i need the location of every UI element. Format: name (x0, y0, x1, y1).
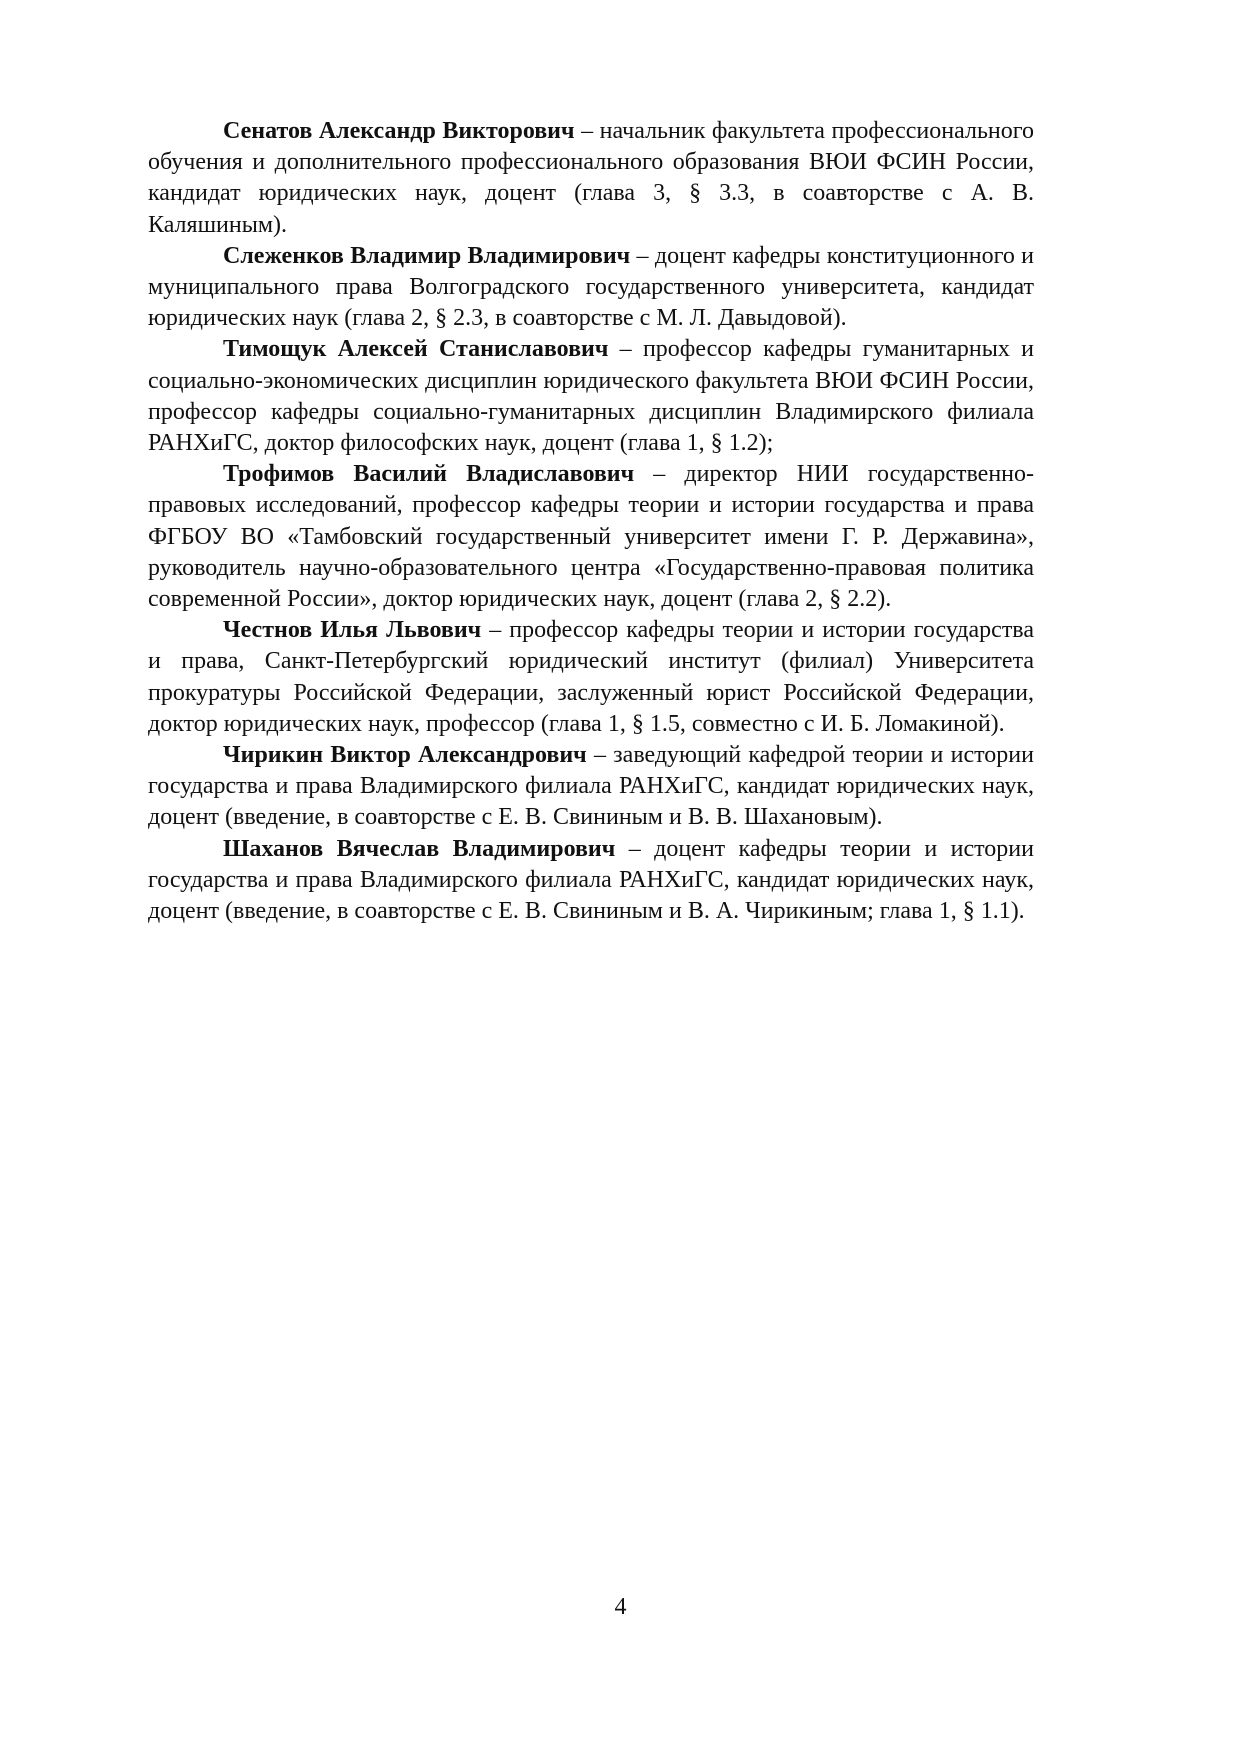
author-name: Честнов Илья Львович (223, 617, 482, 644)
author-entry-chirikin (148, 740, 1034, 834)
author-name: Слеженков Владимир Владимирович (223, 242, 631, 269)
author-name: Чирикин Виктор Александрович (223, 742, 587, 769)
author-description: – профессор кафедры теории и истории государства и права, Санкт-Петербургский юридический институт (филиал) Университета прокуратуры Российской Федерации, заслуженный юрист Российской Федерации, доктор юридических наук, профессор (глава 1, § 1.5, совместно с И. Б. Ломакиной). (148, 617, 1034, 737)
page-number: 4 (614, 1594, 627, 1620)
author-description: – заведующий кафедрой теории и истории государства и права Владимирского филиала РАНХиГС, кандидат юридических наук, доцент (введение, в соавторстве с Е. В. Свининым и В. В. Шахановым). (148, 742, 1034, 831)
author-description: – доцент кафедры конституционного и муниципального права Волгоградского государственного университета, кандидат юридических наук (глава 2, § 2.3, в соавторстве с М. Л. Давыдовой). (148, 242, 1034, 332)
author-description: – директор НИИ государственно-правовых исследований, профессор кафедры теории и истории государства и права ФГБОУ ВО «Тамбовский государственный университет имени Г. Р. Державина», руководитель научно-образовательного центра «Государственно-правовая политика современной России», доктор юридических наук, доцент (глава 2, § 2.2). (148, 461, 1034, 613)
author-entry-slezhenkov (148, 241, 1034, 335)
author-description: – начальник факультета профессионального обучения и дополнительного профессионального образования ВЮИ ФСИН России, кандидат юридических наук, доцент (глава 3, § 3.3, в соавторстве с А. В. Каляшиным). (148, 118, 1034, 238)
author-name: Сенатов Александр Викторович (223, 118, 575, 144)
author-description: – доцент кафедры теории и истории государства и права Владимирского филиала РАНХиГС, кандидат юридических наук, доцент (введение, в соавторстве с Е. В. Свининым и В. А. Чирикиным; глава 1, § 1.1). (148, 835, 1034, 925)
author-entry-timoshchuk (148, 334, 1034, 459)
authors-list (148, 116, 1034, 927)
author-name: Тимощук Алексей Станиславович (223, 336, 609, 363)
author-name: Трофимов Василий Владиславович (223, 461, 635, 488)
author-entry-shakhanov (148, 834, 1034, 928)
author-name: Шаханов Вячеслав Владимирович (223, 835, 616, 862)
author-entry-senatov (148, 116, 1034, 241)
author-entry-trofimov (148, 459, 1034, 615)
author-entry-chestnov (148, 615, 1034, 740)
author-description: – профессор кафедры гуманитарных и социально-экономических дисциплин юридического факультета ВЮИ ФСИН России, профессор кафедры социально-гуманитарных дисциплин Владимирского филиала РАНХиГС, доктор философских наук, доцент (глава 1, § 1.2); (148, 336, 1035, 457)
